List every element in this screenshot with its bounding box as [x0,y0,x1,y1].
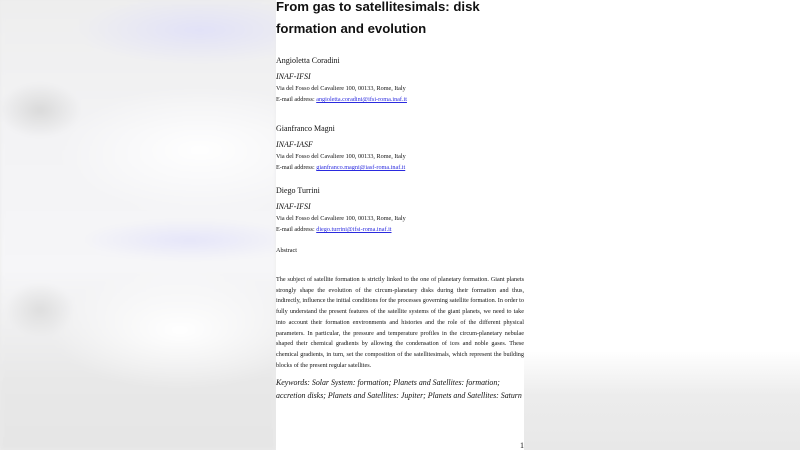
author-affiliation: INAF-IFSI [276,72,311,81]
author-affiliation: INAF-IASF [276,140,313,149]
page-number: 1 [520,441,524,450]
author-address: Via del Fosso del Cavaliere 100, 00133, Rome, Italy [276,215,406,222]
author-name: Angioletta Coradini [276,56,340,65]
keywords: Keywords: Solar System: formation; Planets and Satellites: formation; accretion disks; Planets and Satellites: Jupiter; Planets and Satellites: Saturn [276,378,522,400]
author-address: Via del Fosso del Cavaliere 100, 00133, Rome, Italy [276,85,406,92]
author-affiliation: INAF-IFSI [276,202,311,211]
author-name: Diego Turrini [276,186,320,195]
abstract-text: The subject of satellite formation is strictly linked to the one of planetary formation. Giant planets strongly shape the evolution of the circum-planetary disks during their formation and thus, indirectly, influence the initial conditions for the processes governing satellite formation. In order to fully understand the present features of the satellite systems of the giant planets, we need to take into account their formation environments and histories and the role of the different physical parameters. In particular, the pressure and temperature profiles in the circum-planetary nebulae shaped their chemical gradients by allowing the condensation of ices and noble gases. These chemical gradients, in turn, set the composition of the satellitesimals, which represent the building blocks of the present regular satellites. [276,276,524,369]
author-email-line [276,226,392,234]
abstract-heading: Abstract [276,247,297,254]
author-email-line [276,164,405,172]
paper-title: From gas to satellitesimals: disk formation and evolution [276,0,480,36]
email-label: E-mail address: [276,96,317,103]
author-address: Via del Fosso del Cavaliere 100, 00133, Rome, Italy [276,153,406,160]
email-label: E-mail address: [276,164,317,171]
author-email-link[interactable]: angioletta.coradini@ifsi-roma.inaf.it [316,96,407,103]
document-page [276,0,524,450]
email-label: E-mail address: [276,226,317,233]
author-email-link[interactable]: gianfranco.magni@iasf-roma.inaf.it [316,164,406,171]
viewer-background-left [0,0,276,450]
author-email-line [276,96,407,104]
author-name: Gianfranco Magni [276,124,335,133]
viewer-background-right [524,0,800,450]
author-email-link[interactable]: diego.turrini@ifsi-roma.inaf.it [316,226,392,233]
